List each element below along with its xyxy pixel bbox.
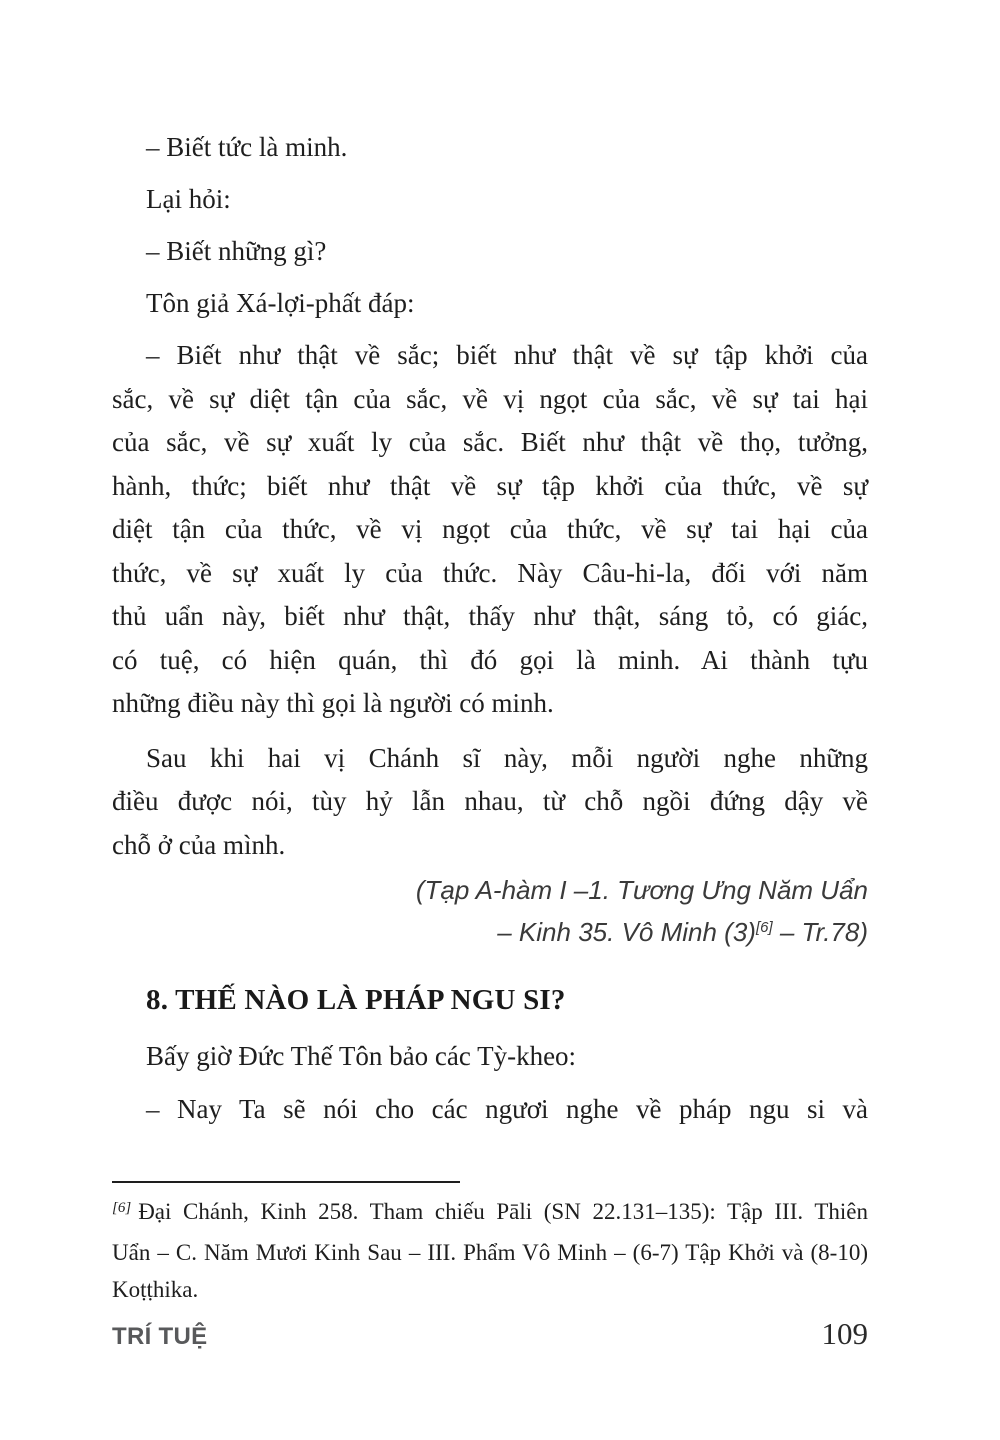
citation-line-1: (Tạp A-hàm I –1. Tương Ưng Năm Uẩn: [415, 875, 868, 905]
dialog-paragraph-1: – Biết tức là minh.: [146, 132, 348, 162]
citation-line-2-text: – Kinh 35. Vô Minh (3): [497, 917, 756, 947]
footnote-block: [112, 1193, 868, 1308]
paragraph-line: thức, về sự xuất ly của thức. Này Câu-hi-la, đối với năm: [112, 557, 868, 588]
footnote-separator-rule: [112, 1181, 460, 1183]
body-paragraph-speech: – Nay Ta sẽ nói cho các ngươi nghe về pháp ngu si và: [146, 1093, 868, 1124]
paragraph-line: của sắc, về sự xuất ly của sắc. Biết như thật về thọ, tưởng,: [112, 427, 868, 457]
footnote-line-2: Uẩn – C. Năm Mươi Kinh Sau – III. Phẩm Vô Minh – (6-7) Tập Khởi và (8-10): [112, 1240, 868, 1265]
paragraph-line: điều được nói, tùy hỷ lẫn nhau, từ chỗ ngồi đứng dậy về: [112, 786, 868, 816]
body-paragraph-intro: Bấy giờ Đức Thế Tôn bảo các Tỳ-kheo:: [146, 1041, 577, 1071]
footnote-marker: [6]: [112, 1200, 132, 1216]
dialog-paragraph-3: – Biết những gì?: [146, 236, 327, 266]
dialog-paragraph-4: Tôn giả Xá-lợi-phất đáp:: [146, 288, 415, 318]
page-number: 109: [821, 1316, 868, 1351]
footnote-line-1: [112, 1193, 868, 1234]
running-header-section-label: TRÍ TUỆ: [112, 1323, 208, 1350]
body-paragraph-closing: [112, 737, 868, 868]
footnote-reference-superscript: [6]: [755, 919, 773, 936]
paragraph-line: – Biết như thật về sắc; biết như thật về sự tập khởi của: [146, 340, 868, 370]
paragraph-line: những điều này thì gọi là người có minh.: [112, 688, 554, 718]
paragraph-line: hành, thức; biết như thật về sự tập khởi của thức, về sự: [112, 470, 868, 501]
dialog-paragraph-2: Lại hỏi:: [146, 184, 231, 214]
body-paragraph-main: [112, 334, 868, 726]
footnote-line-3: Koṭṭhika.: [112, 1277, 199, 1302]
citation-line-2-page: – Tr.78): [772, 917, 868, 947]
paragraph-line: Sau khi hai vị Chánh sĩ này, mỗi người nghe những: [146, 742, 868, 773]
paragraph-line: có tuệ, có hiện quán, thì đó gọi là minh. Ai thành tựu: [112, 644, 868, 675]
section-heading: 8. THẾ NÀO LÀ PHÁP NGU SI?: [146, 984, 566, 1016]
page-footer: [112, 1316, 868, 1355]
paragraph-line: thủ uẩn này, biết như thật, thấy như thật, sáng tỏ, có giác,: [112, 601, 868, 631]
paragraph-line: sắc, về sự diệt tận của sắc, về vị ngọt của sắc, về sự tai hại: [112, 383, 868, 414]
citation-line-2: [112, 911, 868, 958]
content-column: [112, 126, 868, 1308]
paragraph-line: diệt tận của thức, về vị ngọt của thức, về sự tai hại của: [112, 514, 868, 544]
paragraph-line: chỗ ở của mình.: [112, 829, 286, 860]
source-citation: [112, 869, 868, 958]
footnote-line-1-text: Đại Chánh, Kinh 258. Tham chiếu Pāli (SN 22.131–135): Tập III. Thiên: [138, 1199, 868, 1224]
